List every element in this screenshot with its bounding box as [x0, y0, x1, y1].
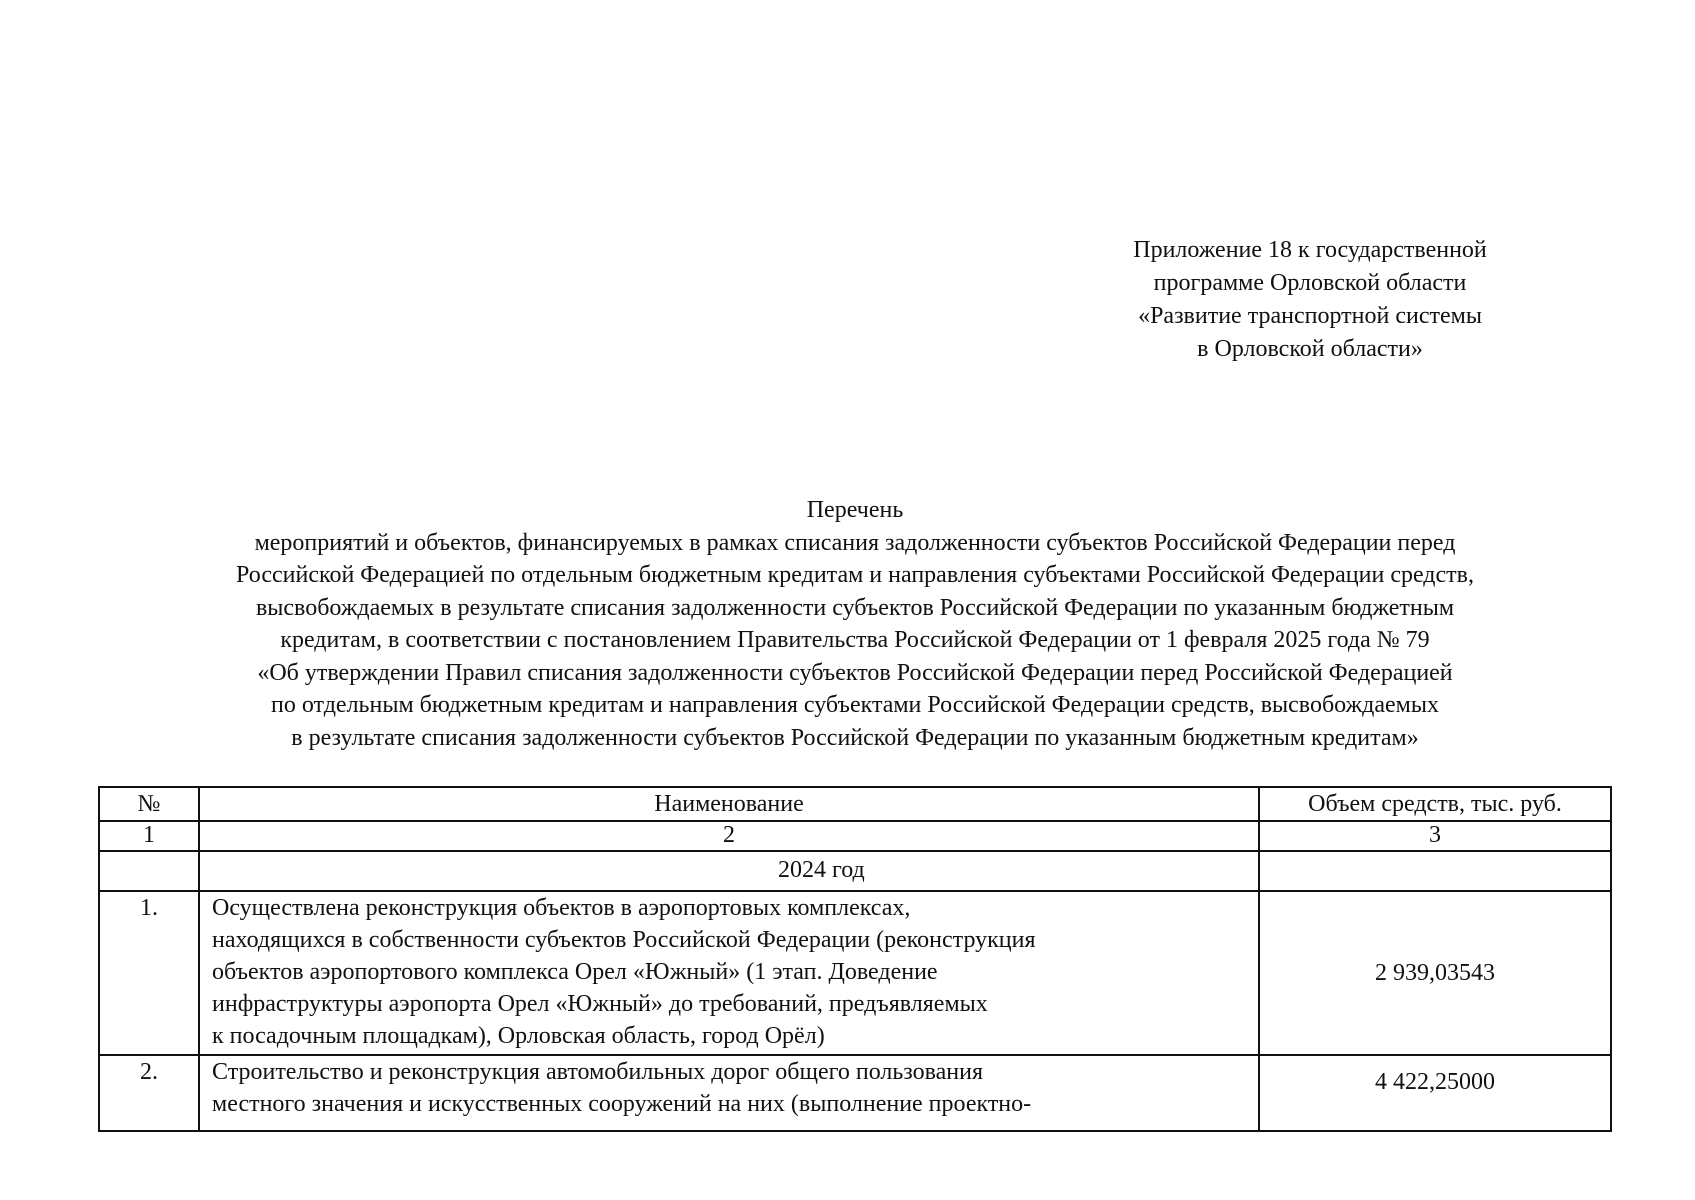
row-number: 2. [99, 1055, 199, 1131]
title-line: Российской Федерацией по отдельным бюджетным кредитам и направления субъектами Российской Федерации средств, [236, 562, 1474, 588]
year-label: 2024 год [199, 851, 1259, 891]
appendix-line: «Развитие транспортной системы [1138, 303, 1482, 329]
appendix-line: Приложение 18 к государственной [1133, 237, 1487, 263]
year-row [99, 851, 1611, 891]
column-number-row [99, 821, 1611, 851]
title-line: высвобождаемых в результате списания задолженности субъектов Российской Федерации по указанным бюджетным [255, 594, 1455, 621]
row-amount: 4 422,25000 [1259, 1055, 1611, 1131]
row-name-line: Строительство и реконструкция автомобильных дорог общего пользования [212, 1059, 984, 1085]
title-heading: Перечень [806, 497, 904, 523]
title-line: мероприятий и объектов, финансируемых в рамках списания задолженности субъектов Российской Федерации перед [254, 529, 1456, 556]
column-number: 2 [199, 821, 1259, 851]
title-line: кредитам, в соответствии с постановлением Правительства Российской Федерации от 1 февраля 2025 года № 79 [280, 627, 1430, 653]
row-name-line: к посадочным площадкам), Орловская область, город Орёл) [212, 1023, 825, 1049]
funding-table [98, 786, 1612, 1132]
table-row [99, 891, 1611, 1055]
title-line: по отдельным бюджетным кредитам и направления субъектами Российской Федерации средств, высвобождаемых [271, 692, 1439, 718]
row-amount: 2 939,03543 [1259, 891, 1611, 1055]
row-name [199, 1055, 1259, 1131]
table-header-row [99, 787, 1611, 821]
row-name-line: инфраструктуры аэропорта Орел «Южный» до требований, предъявляемых [212, 991, 988, 1017]
table-row [99, 1055, 1611, 1131]
row-name [199, 891, 1259, 1055]
title-line: в результате списания задолженности субъектов Российской Федерации по указанным бюджетным кредитам» [291, 724, 1419, 751]
appendix-line: программе Орловской области [1153, 270, 1467, 296]
header-name: Наименование [199, 787, 1259, 821]
row-name-line: местного значения и искусственных сооружений на них (выполнение проектно- [212, 1091, 1032, 1117]
year-row-amount-cell [1259, 851, 1611, 891]
header-number: № [99, 787, 199, 821]
row-name-line: объектов аэропортового комплекса Орел «Южный» (1 этап. Доведение [212, 959, 938, 985]
appendix-line: в Орловской области» [1197, 336, 1423, 362]
row-name-line: Осуществлена реконструкция объектов в аэропортовых комплексах, [212, 895, 911, 921]
header-amount: Объем средств, тыс. руб. [1259, 787, 1611, 821]
row-name-line: находящихся в собственности субъектов Российской Федерации (реконструкция [212, 927, 1036, 953]
title-line: «Об утверждении Правил списания задолженности субъектов Российской Федерации перед Российской Федерацией [257, 659, 1453, 686]
column-number: 1 [99, 821, 199, 851]
row-number: 1. [99, 891, 199, 1055]
year-row-number-cell [99, 851, 199, 891]
column-number: 3 [1259, 821, 1611, 851]
appendix-note [1100, 234, 1520, 366]
document-title [60, 494, 1650, 754]
